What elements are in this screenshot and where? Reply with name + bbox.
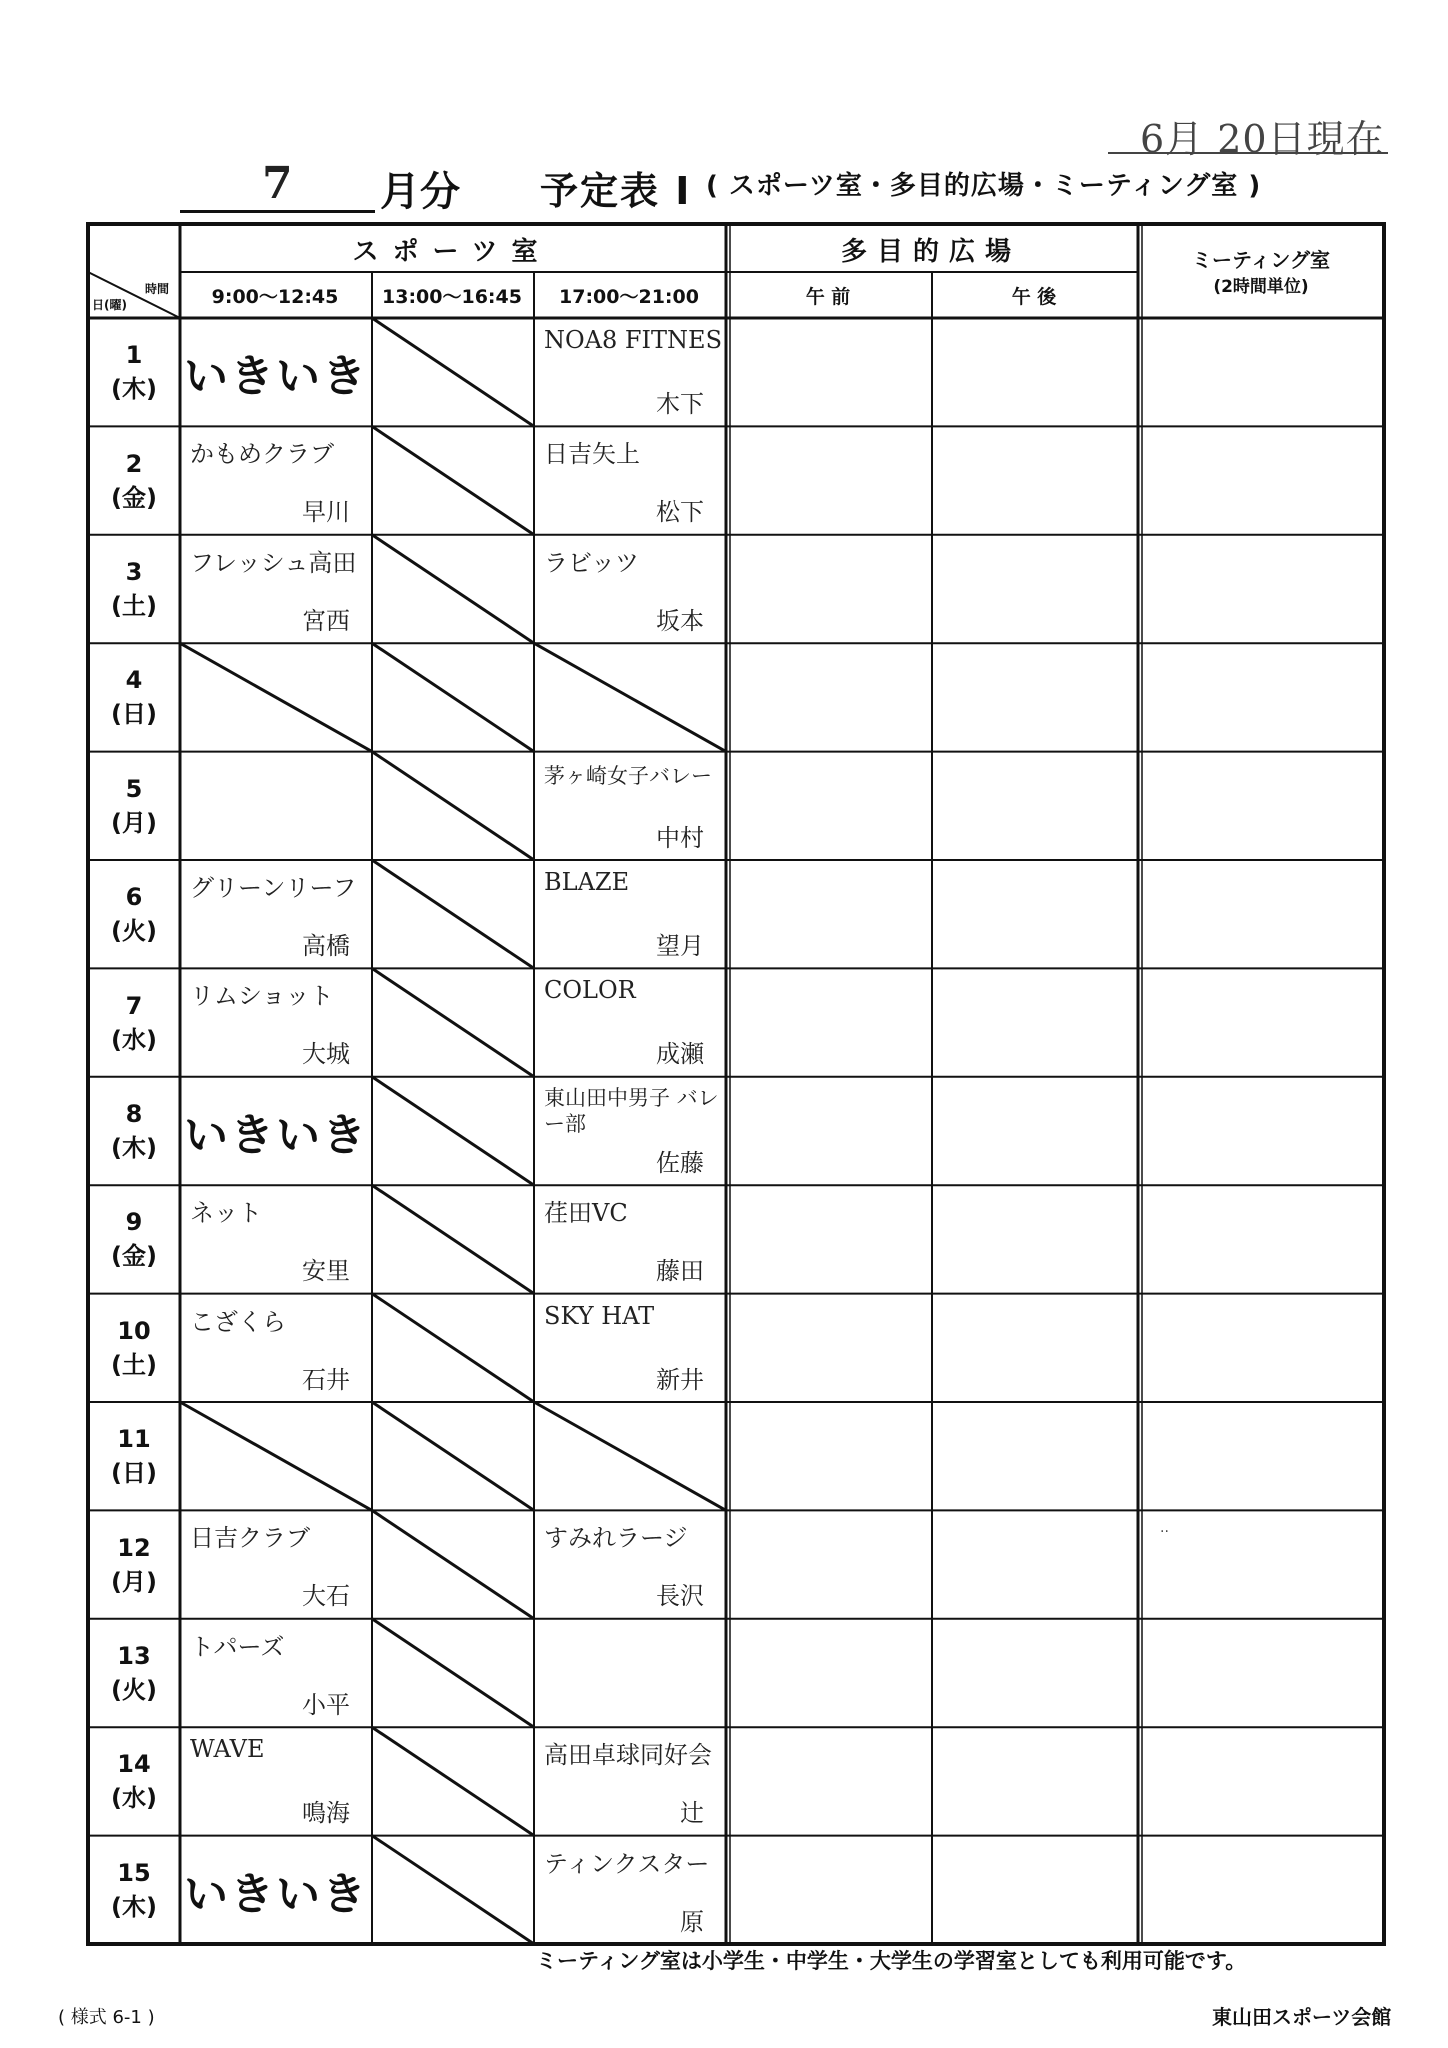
booking-group: NOA8 FITNES xyxy=(544,326,723,354)
booking-group: SKY HAT xyxy=(544,1301,655,1330)
booking-contact: 原 xyxy=(680,1907,704,1936)
day-cell xyxy=(88,1727,180,1835)
corner-time-label: 時間 xyxy=(145,282,170,296)
booking-group: 日吉矢上 xyxy=(544,440,640,469)
booking-contact: 宮西 xyxy=(302,606,350,635)
day-number: 14 xyxy=(117,1750,151,1779)
closed-slot-diagonal xyxy=(372,1402,534,1510)
booking-ikiiki: いきいき xyxy=(184,351,368,403)
closed-slot-diagonal xyxy=(372,1294,534,1402)
header-plaza-am: 午 前 xyxy=(805,285,851,308)
day-cell xyxy=(88,1185,180,1293)
booking-group: ティンクスター xyxy=(544,1849,710,1878)
booking-group: 茅ヶ崎女子バレー xyxy=(544,763,712,788)
day-number: 9 xyxy=(125,1208,143,1237)
day-cell xyxy=(88,1836,180,1944)
closed-slot-diagonal xyxy=(372,1185,534,1293)
day-of-week: (火) xyxy=(111,917,157,946)
day-cell xyxy=(88,643,180,751)
closed-slot-diagonal xyxy=(372,752,534,860)
day-cell xyxy=(88,752,180,860)
booking-contact: 佐藤 xyxy=(656,1148,704,1177)
booking-group: トパーズ xyxy=(190,1632,285,1661)
booking-group: 日吉クラブ xyxy=(190,1524,310,1553)
day-number: 7 xyxy=(125,991,143,1020)
footnote: ミーティング室は小学生・中学生・大学生の学習室としても利用可能です。 xyxy=(536,1949,1247,1973)
day-cell xyxy=(88,1077,180,1185)
closed-slot-diagonal xyxy=(372,1619,534,1727)
day-number: 3 xyxy=(125,557,143,586)
booking-contact: 安里 xyxy=(302,1257,350,1286)
booking-contact: 藤田 xyxy=(656,1257,704,1286)
closed-slot-diagonal xyxy=(534,643,726,751)
closed-slot-diagonal xyxy=(180,643,372,751)
booking-group: COLOR xyxy=(544,976,636,1005)
page-title: 予定表 Ⅰ xyxy=(540,169,692,213)
day-cell xyxy=(88,860,180,968)
header-slot-evening: 17:00〜21:00 xyxy=(559,285,699,308)
booking-contact: 高橋 xyxy=(302,932,350,960)
booking-group: グリーンリーフ xyxy=(190,874,357,902)
day-cell xyxy=(88,535,180,643)
corner-day-label: 日(曜) xyxy=(92,298,127,312)
day-of-week: (火) xyxy=(111,1675,157,1704)
booking-contact: 成瀬 xyxy=(656,1040,704,1069)
booking-group: リムショット xyxy=(190,982,334,1011)
day-cell xyxy=(88,1294,180,1402)
header-sports-room: スポーツ室 xyxy=(352,236,552,267)
booking-contact: 鳴海 xyxy=(302,1799,350,1828)
booking-contact: 木下 xyxy=(656,390,704,418)
booking-contact: 石井 xyxy=(302,1365,350,1394)
closed-slot-diagonal xyxy=(372,426,534,534)
day-number: 1 xyxy=(125,341,143,370)
day-of-week: (水) xyxy=(111,1784,157,1813)
closed-slot-diagonal xyxy=(372,1510,534,1618)
booking-contact: 大石 xyxy=(302,1582,350,1611)
day-number: 13 xyxy=(117,1641,151,1670)
closed-slot-diagonal xyxy=(372,1836,534,1944)
booking-ikiiki: いきいき xyxy=(184,1109,368,1161)
as-of-date: 6月 20日現在 xyxy=(1140,117,1385,161)
closed-slot-diagonal xyxy=(372,643,534,751)
closed-slot-diagonal xyxy=(372,1727,534,1835)
booking-group: フレッシュ高田 xyxy=(190,548,357,577)
header-multi-plaza: 多目的広場 xyxy=(840,236,1021,267)
booking-contact: 長沢 xyxy=(656,1582,704,1611)
day-number: 6 xyxy=(125,883,143,912)
day-of-week: (日) xyxy=(111,700,157,729)
header-slot-afternoon: 13:00〜16:45 xyxy=(382,285,522,308)
header-plaza-pm: 午 後 xyxy=(1011,285,1057,308)
day-of-week: (土) xyxy=(111,1350,157,1379)
header-meeting-room: ミーティング室 xyxy=(1192,247,1330,272)
day-of-week: (土) xyxy=(111,591,157,620)
booking-ikiiki: いきいき xyxy=(184,1868,368,1920)
day-of-week: (水) xyxy=(111,1025,157,1054)
closed-slot-diagonal xyxy=(372,535,534,643)
day-of-week: (金) xyxy=(111,1242,157,1271)
booking-group: ネット xyxy=(190,1199,262,1228)
day-number: 8 xyxy=(125,1099,143,1128)
booking-contact: 辻 xyxy=(680,1799,704,1828)
booking-group: WAVE xyxy=(190,1735,265,1764)
booking-contact: 中村 xyxy=(656,823,704,852)
closed-slot-diagonal xyxy=(534,1402,726,1510)
day-number: 12 xyxy=(117,1533,151,1562)
day-number: 10 xyxy=(117,1316,151,1345)
day-cell xyxy=(88,1510,180,1618)
day-cell xyxy=(88,1402,180,1510)
booking-group: 東山田中男子 バレー部 xyxy=(544,1085,719,1136)
month-label: 月分 xyxy=(380,169,460,215)
day-number: 11 xyxy=(117,1425,151,1454)
stray-mark: .. xyxy=(1160,1520,1169,1536)
booking-group: BLAZE xyxy=(544,868,630,896)
booking-contact: 松下 xyxy=(656,498,704,527)
header-meeting-unit: (2時間単位) xyxy=(1213,276,1309,297)
booking-group: こざくら xyxy=(190,1307,286,1336)
day-of-week: (日) xyxy=(111,1459,157,1488)
booking-contact: 小平 xyxy=(302,1690,350,1719)
facility-name: 東山田スポーツ会館 xyxy=(1212,2005,1392,2029)
day-of-week: (月) xyxy=(111,1567,157,1596)
header-slot-morning: 9:00〜12:45 xyxy=(211,285,339,308)
day-of-week: (木) xyxy=(111,1133,157,1162)
booking-contact: 坂本 xyxy=(656,606,704,635)
closed-slot-diagonal xyxy=(372,1077,534,1185)
booking-group: すみれラージ xyxy=(544,1524,688,1553)
day-cell xyxy=(88,318,180,426)
booking-contact: 大城 xyxy=(302,1040,350,1069)
booking-group: ラビッツ xyxy=(544,548,640,577)
day-of-week: (木) xyxy=(111,1892,157,1921)
closed-slot-diagonal xyxy=(180,1402,372,1510)
month-number: 7 xyxy=(262,158,293,209)
day-number: 4 xyxy=(125,666,143,695)
day-of-week: (月) xyxy=(111,808,157,837)
booking-contact: 望月 xyxy=(656,932,704,960)
form-number: ( 様式 6-1 ) xyxy=(58,2007,155,2028)
booking-group: 高田卓球同好会 xyxy=(544,1741,712,1770)
day-cell xyxy=(88,968,180,1076)
booking-contact: 早川 xyxy=(302,498,350,527)
day-cell xyxy=(88,426,180,534)
day-of-week: (金) xyxy=(111,483,157,512)
day-number: 5 xyxy=(125,774,143,803)
day-cell xyxy=(88,1619,180,1727)
booking-group: かもめクラブ xyxy=(190,440,334,469)
booking-group: 荏田VC xyxy=(544,1199,628,1228)
day-number: 2 xyxy=(125,449,143,478)
day-number: 15 xyxy=(117,1858,151,1887)
booking-contact: 新井 xyxy=(656,1365,704,1394)
closed-slot-diagonal xyxy=(372,968,534,1076)
page-subtitle: ( スポーツ室・多目的広場・ミーティング室 ) xyxy=(706,171,1262,201)
closed-slot-diagonal xyxy=(372,860,534,968)
day-of-week: (木) xyxy=(111,375,157,404)
closed-slot-diagonal xyxy=(372,318,534,426)
